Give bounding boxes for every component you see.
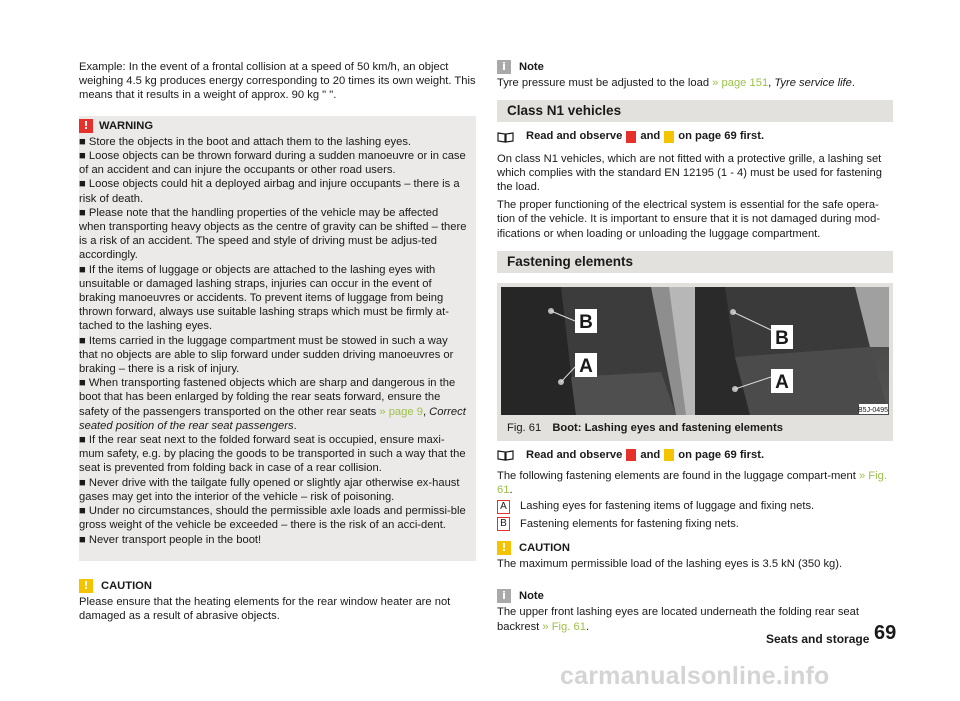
warning-bullet: ■ Never drive with the tailgate fully opened or slightly ajar otherwise ex-haust gases may get into the interior of the vehicle – risk of poisoning. (79, 476, 460, 503)
read-observe-and: and (640, 448, 661, 461)
chapter-title: Seats and storage (766, 632, 870, 646)
book-icon (497, 449, 514, 461)
caution-text-right: The maximum permissible load of the lashing eyes is 3.5 kN (350 kg). (497, 558, 843, 571)
caution-ref-icon (664, 131, 674, 143)
caution-icon: ! (79, 579, 93, 593)
note-heading-2 (497, 589, 893, 603)
note-label: Note (519, 590, 544, 603)
legend-text-a: Lashing eyes for fastening items of luggage and fixing nets. (520, 500, 815, 513)
warning-bullet: ■ If the rear seat next to the folded forward seat is occupied, ensure maxi-mum safety, e.g. by placing the goods to be transported in such a way that the seat is prevented from folding back in case of a rear collision. (79, 434, 466, 475)
page-151-link[interactable]: » page 151 (712, 77, 769, 90)
warning-box (79, 116, 476, 561)
warning-bullet: ■ When transporting fastened objects which are sharp and dangerous in the boot that has been enlarged by folding the rear seats forward, ensure the safety of the passengers transported on the other rear seats » page 9, Correct seated position of the rear seat passengers. (79, 377, 466, 432)
left-column (79, 60, 476, 623)
legend-key-b: B (497, 517, 510, 531)
legend-item-a (497, 499, 893, 513)
warning-bullet: ■ Loose objects can be thrown forward during a sudden manoeuvre or in case of an accident and can injure the occupants or other road users. (79, 150, 466, 177)
figure-61 (497, 283, 893, 441)
warning-label: WARNING (99, 119, 154, 132)
book-icon (497, 131, 514, 143)
caution-label: CAUTION (519, 541, 570, 554)
figure-label-a: A (775, 371, 789, 393)
read-observe-text: Read and observe (526, 448, 623, 461)
read-observe-line (497, 129, 893, 143)
warning-bullet: ■ Loose objects could hit a deployed airbag and injure occupants – there is a risk of death. (79, 178, 460, 205)
class-n1-paragraph-1: On class N1 vehicles, which are not fitted with a protective grille, a lashing set which complies with the standard EN 12195 (1 - 4) must be used for fastening the load. (497, 152, 882, 194)
warning-ref-icon (626, 449, 636, 461)
note-icon: i (497, 589, 511, 603)
figure-label-b: B (579, 311, 593, 333)
read-observe-line-2 (497, 448, 893, 462)
figure-caption (501, 415, 889, 437)
warning-bullet: ■ Under no circumstances, should the permissible axle loads and permissi-ble gross weight of the vehicle be exceeded – there is the risk of an acci-dent. (79, 505, 466, 532)
fastening-paragraph: The following fastening elements are found in the luggage compart-ment » Fig. 61. (497, 470, 887, 497)
note-heading-1 (497, 60, 893, 74)
page-9-link[interactable]: » page 9 (379, 405, 423, 418)
intro-paragraph: Example: In the event of a frontal collision at a speed of 50 km/h, an object weighing 4.5 kg produces energy corresponding to 20 times its own weight. This means that it results in a weight of approx. 90 kg " ". (79, 61, 476, 102)
warning-icon: ! (79, 119, 93, 133)
section-title-fastening: Fastening elements (497, 251, 893, 273)
note-text-2: The upper front lashing eyes are located underneath the folding rear seat backrest » Fig. 61. (497, 606, 859, 633)
rear-seat-reference: Correct seated position of the rear seat passengers (79, 405, 466, 432)
warning-body (79, 135, 468, 547)
caution-text-left: Please ensure that the heating elements for the rear window heater are not damaged as a result of abrasive objects. (79, 595, 451, 623)
class-n1-paragraph-2: The proper functioning of the electrical system is essential for the safe opera-tion of the vehicle. It is important to ensure that it is not damaged during mod-ifications or when loading or unloading the luggage compartment. (497, 199, 881, 240)
caution-heading-right (497, 541, 893, 555)
page-number: 69 (874, 622, 897, 644)
warning-bullet: ■ If the items of luggage or objects are attached to the lashing eyes with unsuitable or damaged lashing straps, injuries can occur in the event of braking manoeuvres or accidents. To prevent items of luggage from being thrown forward, always use suitable lashing straps which must be firmly at-tached to the lashing eyes. (79, 263, 449, 333)
caution-icon: ! (497, 541, 511, 555)
figure-number: Fig. 61 (507, 421, 542, 434)
figure-label-a: A (579, 355, 593, 377)
note-icon: i (497, 60, 511, 74)
read-observe-end: on page 69 first. (678, 130, 765, 143)
watermark: carmanualsonline.info (560, 662, 830, 690)
warning-heading (79, 119, 468, 133)
legend-key-a: A (497, 500, 510, 514)
figure-title: Boot: Lashing eyes and fastening elements (552, 421, 783, 434)
caution-ref-icon (664, 449, 674, 461)
right-column (497, 60, 893, 634)
fig-61-link[interactable]: » Fig. 61 (542, 620, 586, 633)
legend-text-b: Fastening elements for fastening fixing nets. (520, 517, 739, 530)
note-text-1: Tyre pressure must be adjusted to the load » page 151, Tyre service life. (497, 77, 855, 90)
caution-heading-left (79, 579, 476, 593)
note-label: Note (519, 61, 544, 73)
boot-photo-left (501, 287, 695, 415)
read-observe-and: and (640, 130, 661, 143)
section-title-class-n1: Class N1 vehicles (497, 100, 893, 122)
read-observe-text: Read and observe (526, 130, 623, 143)
figure-label-b: B (775, 327, 789, 349)
read-observe-end: on page 69 first. (678, 448, 765, 461)
legend-item-b (497, 517, 893, 531)
warning-bullet: ■ Never transport people in the boot! (79, 533, 262, 546)
figure-code: B5J-0495 (858, 406, 888, 414)
boot-photo-right (695, 287, 889, 415)
legend-list (497, 499, 893, 530)
warning-ref-icon (626, 131, 636, 143)
fig-61-link[interactable]: » Fig. 61 (497, 470, 887, 497)
warning-bullet: ■ Please note that the handling properties of the vehicle may be affected when transporting heavy objects as the centre of gravity can be shifted – there is a risk of an accident. The speed and style of driving must be adjus-ted accordingly. (79, 206, 467, 262)
tyre-service-life-reference: Tyre service life (774, 77, 852, 90)
warning-bullet: ■ Store the objects in the boot and attach them to the lashing eyes. (79, 135, 412, 148)
caution-label: CAUTION (101, 579, 152, 592)
warning-bullet: ■ Items carried in the luggage compartment must be stowed in such a way that no objects are able to slip forward under sudden driving manoeuvres or braking – there is a risk of injury. (79, 334, 454, 376)
